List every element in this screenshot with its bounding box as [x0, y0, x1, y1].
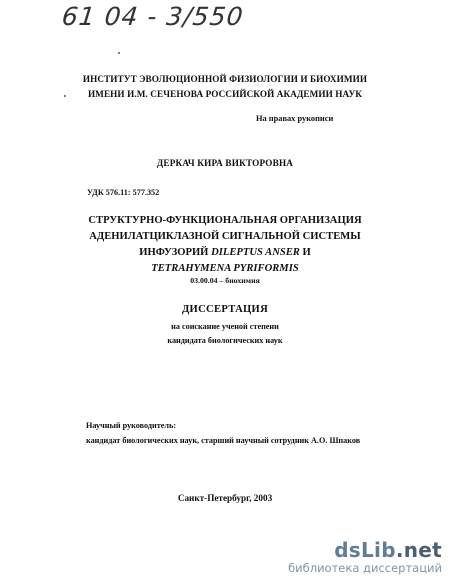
degree-line-2: кандидата биологических наук: [167, 336, 283, 345]
title-line-3-prefix: ИНФУЗОРИЙ: [139, 247, 212, 258]
species-name-tetrahymena: TETRAHYMENA PYRIFORMIS: [151, 263, 299, 274]
dissertation-title: [0, 213, 450, 277]
institute-line-1: ИНСТИТУТ ЭВОЛЮЦИОННОЙ ФИЗИОЛОГИИ И БИОХИМИИ: [82, 74, 368, 84]
logo-main-text: dsLib: [334, 538, 396, 562]
institute-name: [0, 72, 450, 102]
city-and-year: Санкт-Петербург, 2003: [177, 493, 273, 503]
dslib-watermark: [288, 539, 442, 575]
udk-code: УДК 576.11: 577.352: [87, 188, 160, 197]
title-line-2: АДЕНИЛАТЦИКЛАЗНОЙ СИГНАЛЬНОЙ СИСТЕМЫ: [89, 231, 361, 242]
author-name: ДЕРКАЧ КИРА ВИКТОРОВНА: [156, 158, 294, 168]
scan-speck: [118, 52, 120, 54]
degree-line-1: на соискание ученой степени: [171, 322, 279, 331]
specialty-code: 03.00.04 – биохимия: [190, 276, 260, 285]
degree-description: [0, 320, 450, 348]
title-line-3-suffix: И: [299, 247, 311, 258]
manuscript-rights-note: На правах рукописи: [256, 114, 334, 123]
title-line-3: [0, 245, 450, 261]
institute-line-2: ИМЕНИ И.М. СЕЧЕНОВА РОССИЙСКОЙ АКАДЕМИИ НАУК: [87, 89, 363, 99]
handwritten-archive-code: 61 04 - 3/550: [60, 2, 246, 31]
document-type-heading: ДИССЕРТАЦИЯ: [181, 304, 269, 315]
dslib-logo: [288, 539, 442, 561]
species-name-dileptus: DILEPTUS ANSER: [211, 247, 300, 258]
scientific-advisor: [86, 418, 360, 448]
title-line-1: СТРУКТУРНО-ФУНКЦИОНАЛЬНАЯ ОРГАНИЗАЦИЯ: [88, 215, 362, 226]
watermark-tagline: библиотека диссертаций: [288, 561, 442, 575]
advisor-label: Научный руководитель:: [86, 421, 177, 430]
logo-suffix-text: .net: [395, 538, 442, 562]
advisor-name: кандидат биологических наук, старший научный сотрудник А.О. Шпаков: [86, 436, 361, 445]
title-line-4: [0, 261, 450, 277]
